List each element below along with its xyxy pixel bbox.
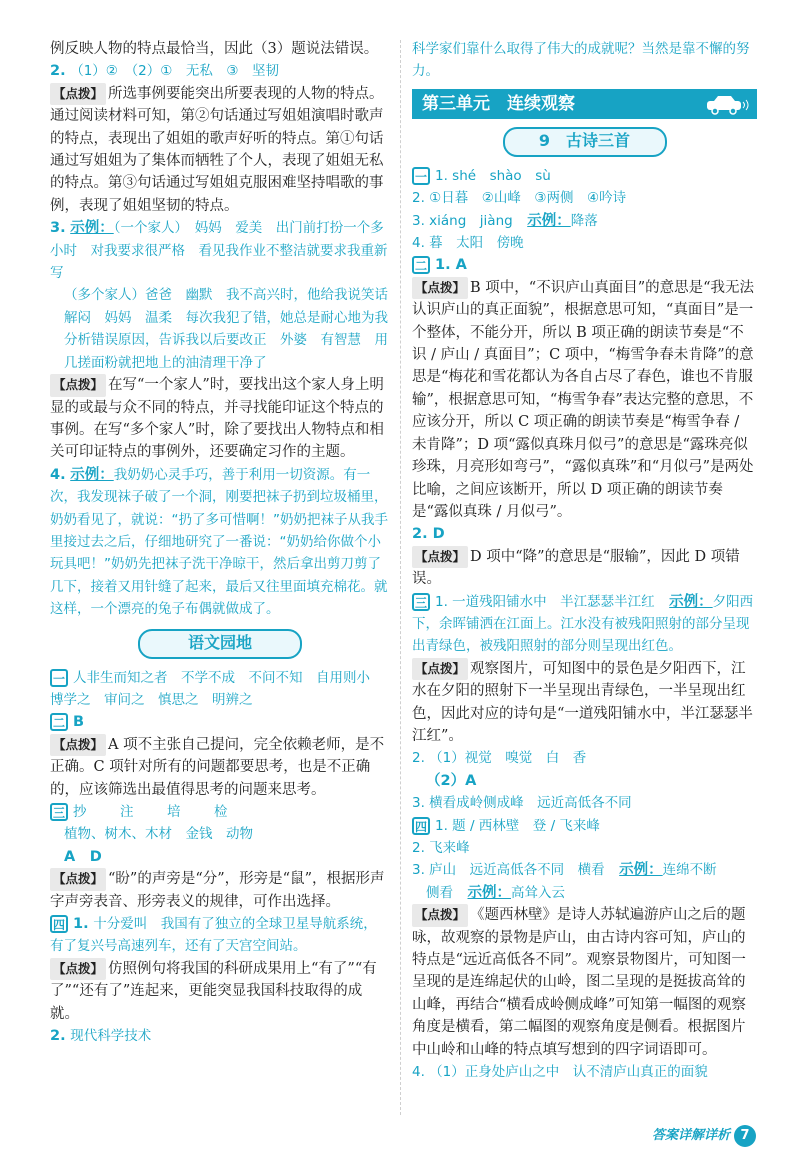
section-2: 二 B <box>50 711 390 733</box>
section-4: 四 1. 题 / 西林壁 登 / 飞来峰 <box>412 815 757 837</box>
section-4: 四 1. 十分爱叫 我国有了独立的全球卫星导航系统，有了复兴号高速列车，还有了天宫空间站。 <box>50 916 377 955</box>
question-4: 4. 示例：我奶奶心灵手巧，善于利用一切资源。有一次，我发现袜子破了一个洞，刚要把袜子扔到垃圾桶里，奶奶看见了，就说：“扔了多可惜啊！”奶奶把袜子从我手里接过去之后，仔细地研究了一番说：“奶奶给你做个小玩具吧！”奶奶先把袜子洗干净晾干，然后拿出剪刀剪了几下，接着又用针缝了起来，最后又往里面填充棉花。就这样，一个漂亮的兔子布偶就做成了。 <box>50 466 388 618</box>
tip: 【点拨】 仿照例句将我国的科研成果用上“有了”“有了”“还有了”连起来，更能突显我国科技取得的成就。 <box>50 958 390 1025</box>
answer: 3. 横看成岭侧成峰 远近高低各不同 <box>412 795 632 812</box>
answer: 4. （1）正身处庐山之中 认不清庐山真正的面貌 <box>412 1064 708 1081</box>
answer: 3. xiáng jiàng 示例：降落 <box>412 212 598 229</box>
answer: 3. 庐山 远近高低各不同 横看 示例：连绵不断 <box>412 862 717 879</box>
section-3: 三 抄 注 培 检 <box>50 801 390 823</box>
answer: （2）A <box>426 772 477 789</box>
lesson-title: 9 古诗三首 <box>503 127 667 157</box>
tip: 【点拨】 A 项不主张自己提问，完全依赖老师，是不正确。C 项针对所有的问题都要思考，也是不正确的，应该筛选出最值得思考的问题来思考。 <box>50 734 390 801</box>
answer: 2. 飞来峰 <box>412 840 470 856</box>
section-title: 语文园地 <box>138 629 302 659</box>
answer: A D <box>64 848 102 865</box>
tip: 【点拨】 B 项中，“不识庐山真面目”的意思是“我无法认识庐山的真正面貌”，根据意思可知，“真面目”是一个整体，不能分开，所以 B 项正确的朗读节奏是“不识 / 庐山 / 真面目”；C 项中，“梅雪争春未肯降”的意思是“梅花和雪花都认为各自占尽了春色，谁也不肯服输”，根据意思可知，“梅雪争春”表达完整的意思，不应该分开，所以 C 项正确的朗读节奏是“梅雪争春 / 未肯降”；D 项“露似真珠月似弓”的意思是“露珠亮似珍珠，月亮形如弯弓”，“露似真珠”和“月似弓”是两处比喻，之间应该断开，所以 D 项正确的朗读节奏是“露似真珠 / 月似弓”。 <box>412 277 757 523</box>
tip: 【点拨】 在写“一个家人”时，要找出这个家人身上明显的或最与众不同的特点，并寻找能印证这个特点的事例。在写“多个家人”时，除了要找出人物特点和相关可印证特点的事例外，还要确定习作的主题。 <box>50 374 390 464</box>
question-2: 2. （1）② （2）① 无私 ③ 坚韧 <box>50 63 279 80</box>
tip: 【点拨】 D 项中“降”的意思是“服输”，因此 D 项错误。 <box>412 546 757 591</box>
answer: 植物、树木、木材 金钱 动物 <box>64 826 253 843</box>
tip: 【点拨】 《题西林壁》是诗人苏轼遍游庐山之后的题咏，故观察的景物是庐山，由古诗内容可知，庐山的特点是“远近高低各不同”。观察景物图片，可知图一呈现的是连绵起伏的山岭，图二呈现的是挺拔高耸的山峰，再结合“横看成岭侧成峰”可知第一幅图的观察角度是横看，第二幅图的观察角度是侧看。根据图片中山岭和山峰的特点填写想到的四字词语即可。 <box>412 904 757 1061</box>
section-3: 三 1. 一道残阳铺水中 半江瑟瑟半江红 示例：夕阳西下，余晖铺洒在江面上。江水没有被残阳照射的部分呈现出青绿色，被残阳照射的部分则呈现出红色。 <box>412 593 754 655</box>
section-1: 一 1. shé shào sù <box>412 165 757 187</box>
paragraph: 例反映人物的特点最恰当，因此（3）题说法错误。 <box>50 41 379 57</box>
answer: （多个家人）爸爸 幽默 我不高兴时，他给我说笑话解闷 妈妈 温柔 每次我犯了错，她总是耐心地为我分析错误原因，告诉我以后要改正 外婆 有智慧 用几搓面粉就把地上的油清理干净了 <box>64 287 388 371</box>
answer: 科学家们靠什么取得了伟大的成就呢？当然是靠不懈的努力。 <box>412 41 750 80</box>
answer: 2. D <box>412 526 445 543</box>
tip: 【点拨】 所选事例要能突出所要表现的人物的特点。通过阅读材料可知，第②句话通过写姐姐演唱时歌声的特点，表现出了姐姐的歌声好听的特点。第①句话通过写姐姐为了集体而牺牲了个人，表现了姐姐无私的特点。第③句话通过写姐姐克服困难坚持唱歌的事例，表现了姐姐坚韧的特点。 <box>50 83 390 217</box>
unit-banner: 第三单元 连续观察 <box>412 89 757 119</box>
answer: 侧看 示例：高耸入云 <box>426 884 565 901</box>
car-icon <box>703 93 749 115</box>
tip: 【点拨】 观察图片，可知图中的景色是夕阳西下，江水在夕阳的照射下一半呈现出青绿色，一半呈现出红色，因此对应的诗句是“一道残阳铺水中，半江瑟瑟半江红”。 <box>412 658 757 748</box>
section-2: 二 1. A <box>412 254 757 276</box>
answer: 4. 暮 太阳 傍晚 <box>412 235 524 252</box>
question-3: 3. 示例：（一个家人） 妈妈 爱美 出门前打扮一个多小时 对我要求很严格 看见我作业不整洁就要求我重新写 <box>50 220 388 282</box>
answer: 2. ①日暮 ②山峰 ③两侧 ④吟诗 <box>412 190 627 207</box>
question: 2. 现代科学技术 <box>50 1028 152 1045</box>
section-1: 一 人非生而知之者 不学不成 不问不知 自用则小 博学之 审问之 慎思之 明辨之 <box>50 669 384 708</box>
right-column <box>412 38 757 1083</box>
answer: 2. （1）视觉 嗅觉 白 香 <box>412 750 587 767</box>
tip: 【点拨】 “盼”的声旁是“分”，形旁是“鼠”，根据形声字声旁表音、形旁表义的规律，可作出选择。 <box>50 868 390 913</box>
page-footer: 答案详解详析 7 <box>652 1124 756 1147</box>
page-number: 7 <box>734 1125 756 1147</box>
left-column <box>50 38 390 1047</box>
column-divider <box>400 40 401 1115</box>
